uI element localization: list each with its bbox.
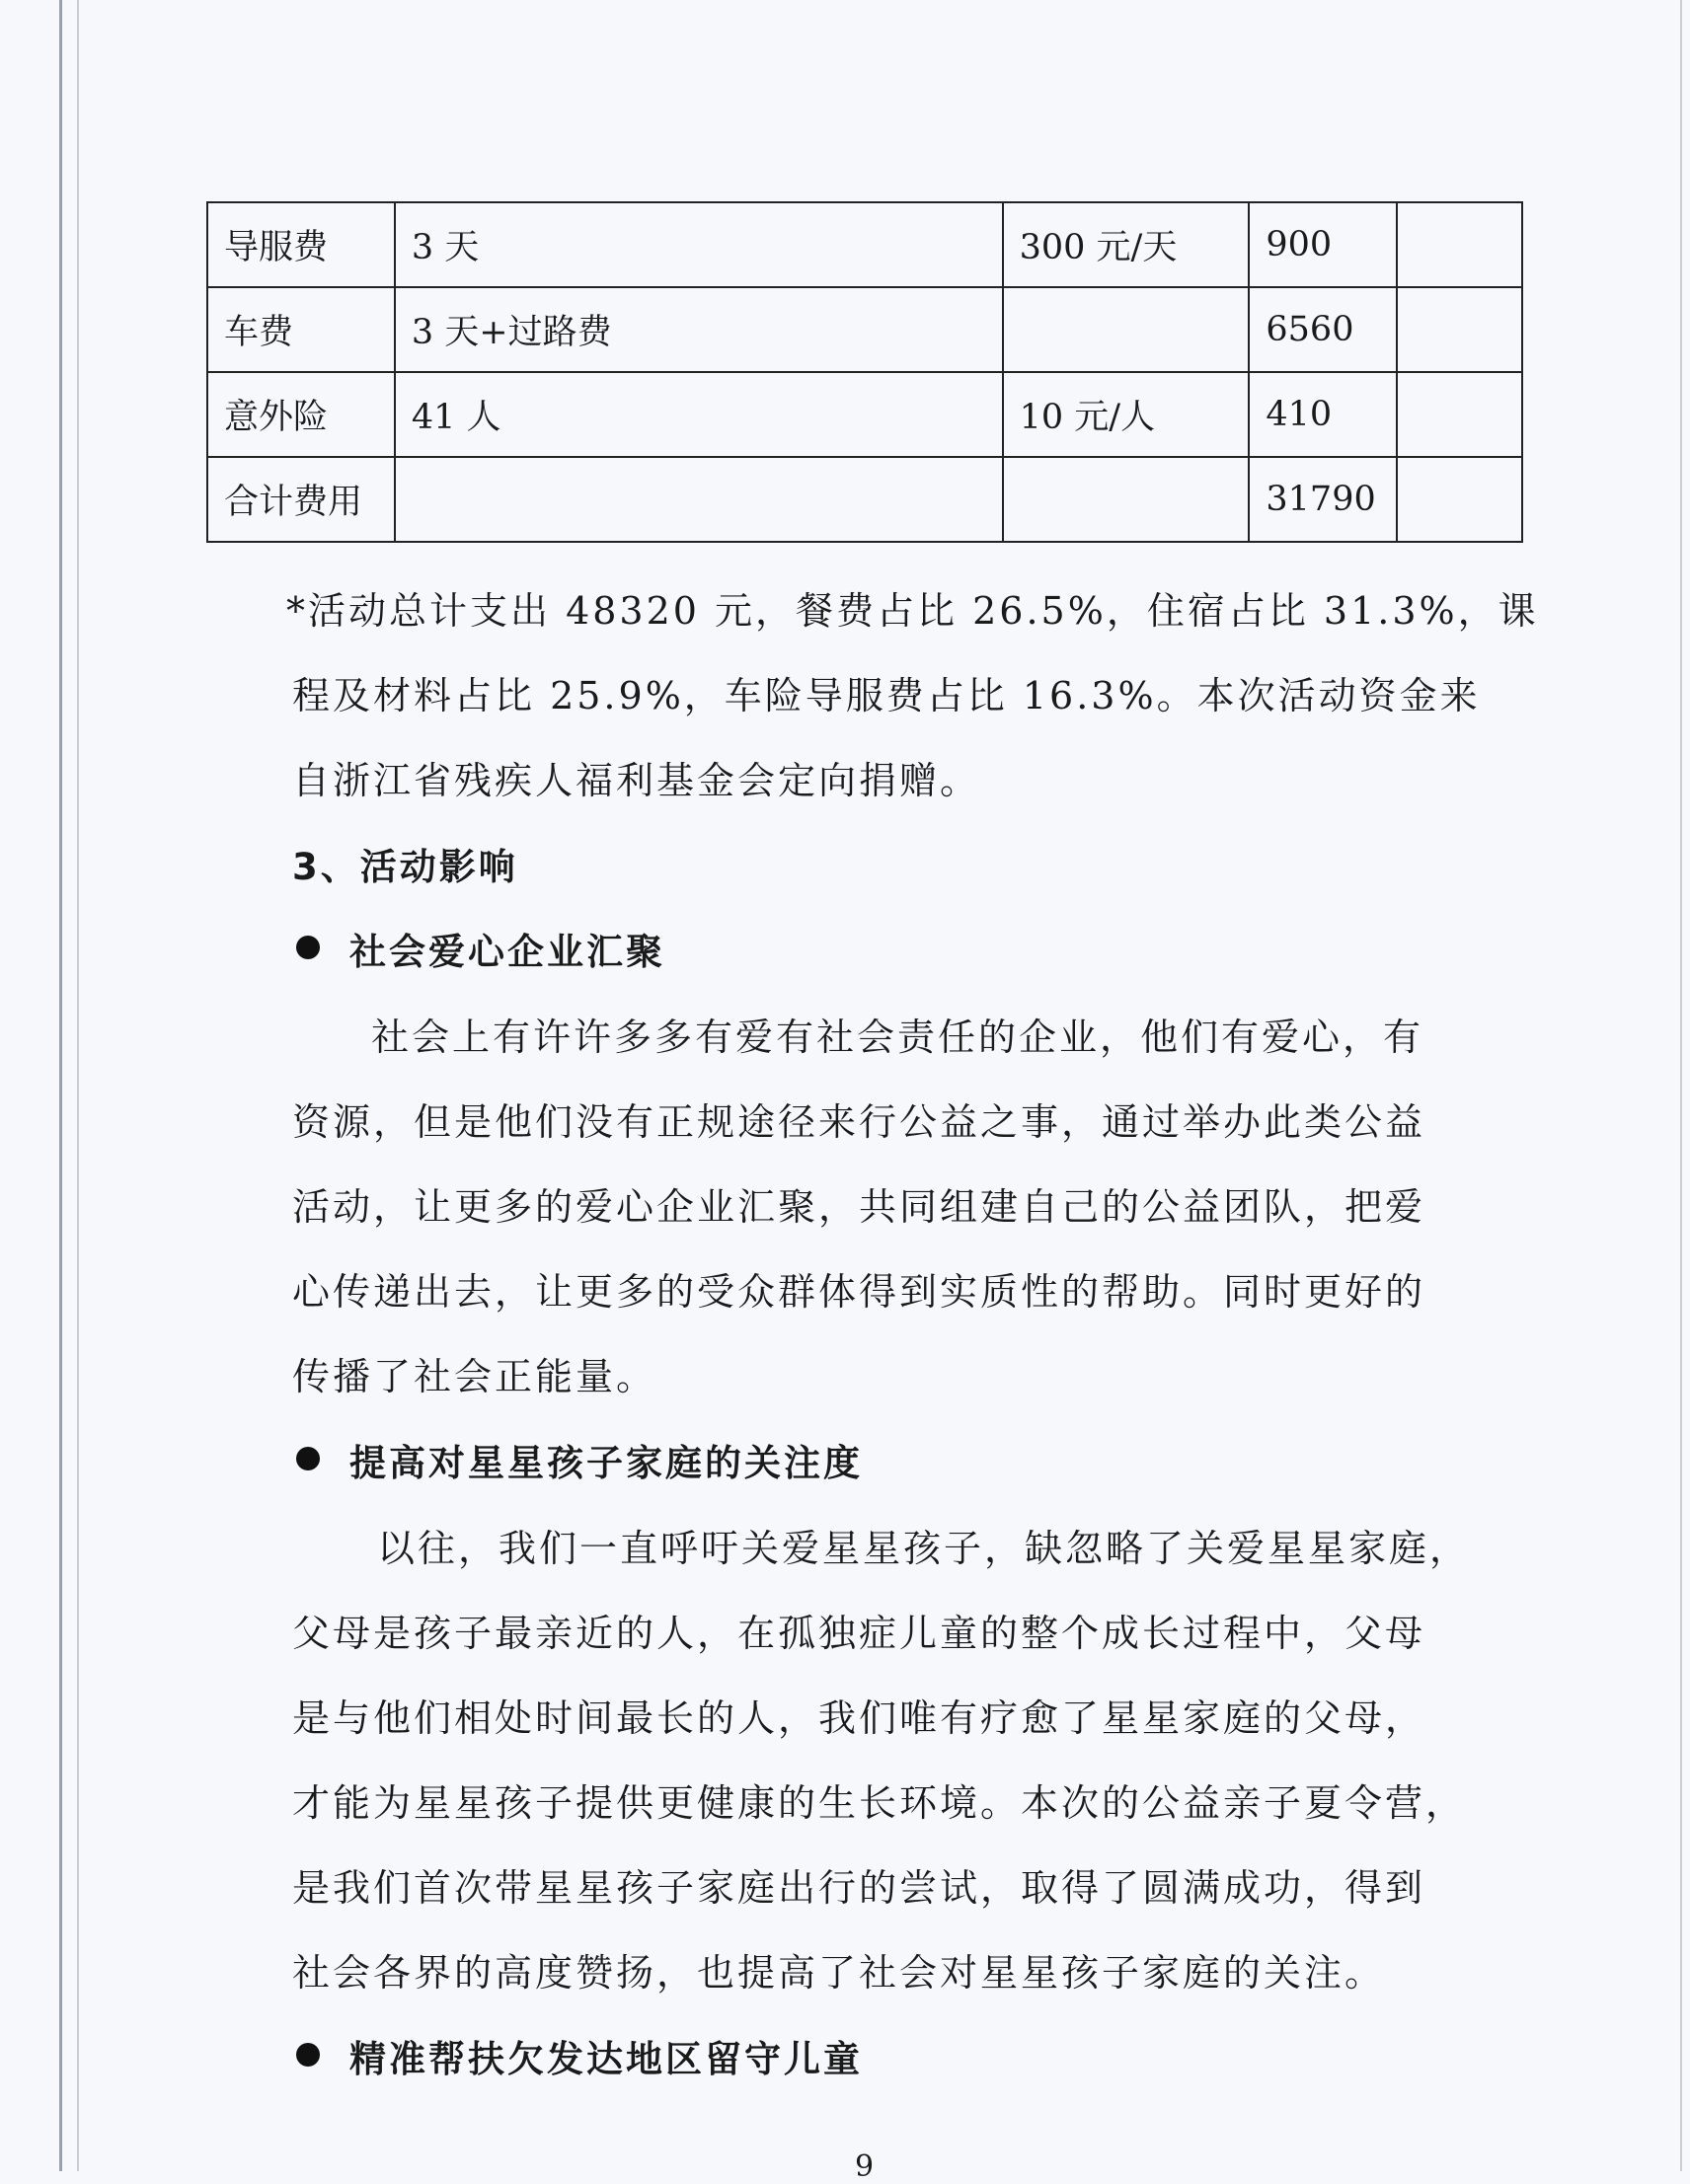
bullet-icon xyxy=(296,2043,320,2067)
table-cell: 31790 xyxy=(1249,457,1397,542)
section-title: 3、活动影响 xyxy=(292,846,518,888)
paragraph-line: 以往，我们一直呼吁关爱星星孩子，缺忽略了关爱星星家庭， xyxy=(377,1527,1471,1570)
note-line: 自浙江省残疾人福利基金会定向捐赠。 xyxy=(292,759,981,802)
note-line: *活动总计支出 48320 元，餐费占比 26.5%，住宿占比 31.3%，课 xyxy=(286,589,1539,633)
table-cell: 3 天+过路费 xyxy=(395,287,1003,372)
table-row xyxy=(207,372,1522,457)
paragraph-line: 心传递出去，让更多的受众群体得到实质性的帮助。同时更好的 xyxy=(292,1270,1426,1314)
note-line: 程及材料占比 25.9%，车险导服费占比 16.3%。本次活动资金来 xyxy=(292,674,1481,717)
paragraph-line: 才能为星星孩子提供更健康的生长环境。本次的公益亲子夏令营， xyxy=(292,1781,1467,1825)
table-cell: 900 xyxy=(1249,202,1397,287)
table-row xyxy=(207,287,1522,372)
table-row xyxy=(207,202,1522,287)
page-edge xyxy=(59,0,62,2171)
table-cell: 6560 xyxy=(1249,287,1397,372)
bullet-icon xyxy=(296,936,320,959)
table-cell: 410 xyxy=(1249,372,1397,457)
paragraph-line: 是与他们相处时间最长的人，我们唯有疗愈了星星家庭的父母， xyxy=(292,1696,1426,1740)
table-cell xyxy=(1397,372,1522,457)
paragraph-line: 社会上有许许多多有爱有社会责任的企业，他们有爱心，有 xyxy=(371,1016,1424,1059)
paragraph-line: 活动，让更多的爱心企业汇聚，共同组建自己的公益团队，把爱 xyxy=(292,1185,1426,1229)
bullet-title: 精准帮扶欠发达地区留守儿童 xyxy=(349,2038,863,2080)
page-edge-inner xyxy=(77,0,79,2171)
table-cell: 300 元/天 xyxy=(1003,202,1250,287)
table-cell: 车费 xyxy=(207,287,395,372)
table-cell: 3 天 xyxy=(395,202,1003,287)
table-cell: 导服费 xyxy=(207,202,395,287)
table-cell xyxy=(1397,457,1522,542)
bullet-icon xyxy=(296,1447,320,1470)
bullet-title: 提高对星星孩子家庭的关注度 xyxy=(349,1442,863,1484)
table-cell xyxy=(1003,457,1250,542)
paragraph-line: 资源，但是他们没有正规途径来行公益之事，通过举办此类公益 xyxy=(292,1100,1426,1144)
paragraph-line: 社会各界的高度赞扬，也提高了社会对星星孩子家庭的关注。 xyxy=(292,1951,1386,1995)
paragraph-line: 传播了社会正能量。 xyxy=(292,1355,657,1398)
table-cell xyxy=(395,457,1003,542)
page-number: 9 xyxy=(855,2149,875,2184)
table-cell: 合计费用 xyxy=(207,457,395,542)
table-cell: 10 元/人 xyxy=(1003,372,1250,457)
table-row xyxy=(207,457,1522,542)
paragraph-line: 是我们首次带星星孩子家庭出行的尝试，取得了圆满成功，得到 xyxy=(292,1866,1426,1910)
table-cell: 意外险 xyxy=(207,372,395,457)
table-cell xyxy=(1003,287,1250,372)
table-cell xyxy=(1397,202,1522,287)
budget-table xyxy=(206,201,1523,543)
paragraph-line: 父母是孩子最亲近的人，在孤独症儿童的整个成长过程中，父母 xyxy=(292,1612,1426,1655)
page-edge-right xyxy=(1680,0,1682,2171)
table-cell: 41 人 xyxy=(395,372,1003,457)
table-cell xyxy=(1397,287,1522,372)
bullet-title: 社会爱心企业汇聚 xyxy=(349,931,665,973)
